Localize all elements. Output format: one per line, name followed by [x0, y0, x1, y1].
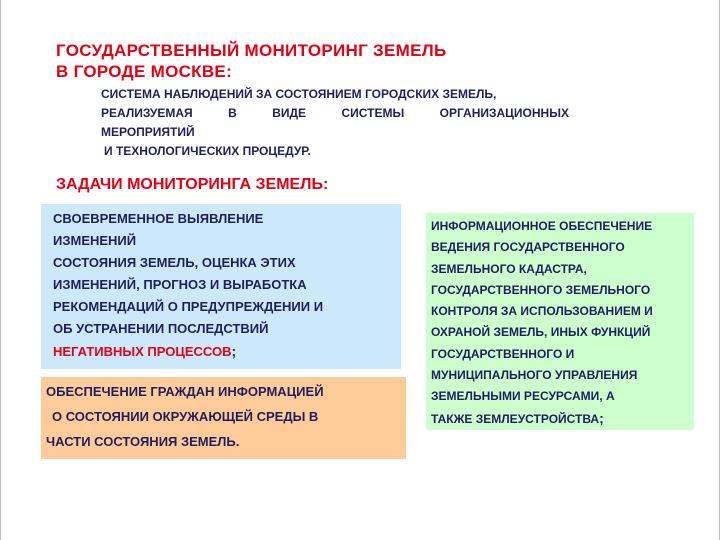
- tasks-heading: ЗАДАЧИ МОНИТОРИНГА ЗЕМЕЛЬ:: [56, 176, 329, 193]
- task-line: ОХРАНОЙ ЗЕМЕЛЬ, ИНЫХ ФУНКЦИЙ: [431, 325, 651, 340]
- title-line-1: ГОСУДАРСТВЕННЫЙ МОНИТОРИНГ ЗЕМЕЛЬ: [56, 41, 447, 60]
- task-line: РЕКОМЕНДАЦИЙ О ПРЕДУПРЕЖДЕНИИ И: [53, 299, 324, 314]
- task-line: ЗЕМЕЛЬНОГО КАДАСТРА,: [431, 261, 587, 276]
- task-line-last: [431, 408, 690, 430]
- definition-line-4: И ТЕХНОЛОГИЧЕСКИХ ПРОЦЕДУР.: [104, 144, 311, 158]
- task-box-early-detection: [41, 204, 401, 369]
- task-line: ОБЕСПЕЧЕНИЕ ГРАЖДАН ИНФОРМАЦИЕЙ: [46, 384, 324, 399]
- slide-title: [56, 40, 447, 82]
- line-end-punct: ;: [599, 409, 604, 426]
- task-line: СОСТОЯНИЯ ЗЕМЕЛЬ, ОЦЕНКА ЭТИХ: [53, 255, 296, 270]
- task-line: ГОСУДАРСТВЕННОГО ЗЕМЕЛЬНОГО: [431, 282, 651, 297]
- definition-word: РЕАЛИЗУЕМАЯ: [101, 106, 193, 120]
- task-line: ИНФОРМАЦИОННОЕ ОБЕСПЕЧЕНИЕ: [431, 219, 653, 233]
- task-line-last: [53, 340, 395, 363]
- title-line-2: В ГОРОДЕ МОСКВЕ:: [56, 62, 233, 81]
- task-line: ИЗМЕНЕНИЙ: [53, 233, 137, 248]
- definition-word: ОРГАНИЗАЦИОННЫХ: [439, 106, 569, 120]
- task-box-public-information: [41, 377, 406, 459]
- definition-word: ВИДЕ: [272, 106, 307, 120]
- task-box-cadastre-support: [426, 213, 694, 430]
- task-line: ИЗМЕНЕНИЙ, ПРОГНОЗ И ВЫРАБОТКА: [53, 277, 307, 292]
- task-line: ЧАСТИ СОСТОЯНИЯ ЗЕМЕЛЬ.: [46, 434, 240, 449]
- task-line: МУНИЦИПАЛЬНОГО УПРАВЛЕНИЯ: [431, 368, 638, 383]
- task-line: КОНТРОЛЯ ЗА ИСПОЛЬЗОВАНИЕМ И: [431, 304, 653, 319]
- task-line: ЗЕМЕЛЬНЫМИ РЕСУРСАМИ, А: [431, 389, 615, 404]
- task-line: ВЕДЕНИЯ ГОСУДАРСТВЕННОГО: [431, 240, 625, 255]
- line-end-punct: ;: [231, 343, 237, 359]
- task-line: СВОЕВРЕМЕННОЕ ВЫЯВЛЕНИЕ: [53, 211, 264, 226]
- definition-line-1: СИСТЕМА НАБЛЮДЕНИЙ ЗА СОСТОЯНИЕМ ГОРОДСКИХ ЗЕМЕЛЬ,: [101, 87, 497, 101]
- definition-line-2: [101, 104, 569, 123]
- task-line-text: ТАКЖЕ ЗЕМЛЕУСТРОЙСТВА: [431, 411, 600, 426]
- negative-processes-highlight: НЕГАТИВНЫХ ПРОЦЕССОВ: [53, 344, 232, 359]
- task-line: О СОСТОЯНИИ ОКРУЖАЮЩЕЙ СРЕДЫ В: [52, 409, 319, 424]
- definition-word: СИСТЕМЫ: [341, 106, 405, 120]
- task-line: ГОСУДАРСТВЕННОГО И: [431, 346, 575, 361]
- monitoring-definition: [101, 85, 569, 161]
- task-line: ОБ УСТРАНЕНИИ ПОСЛЕДСТВИЙ: [53, 321, 269, 336]
- definition-line-3: МЕРОПРИЯТИЙ: [101, 125, 195, 139]
- definition-word: В: [228, 106, 237, 120]
